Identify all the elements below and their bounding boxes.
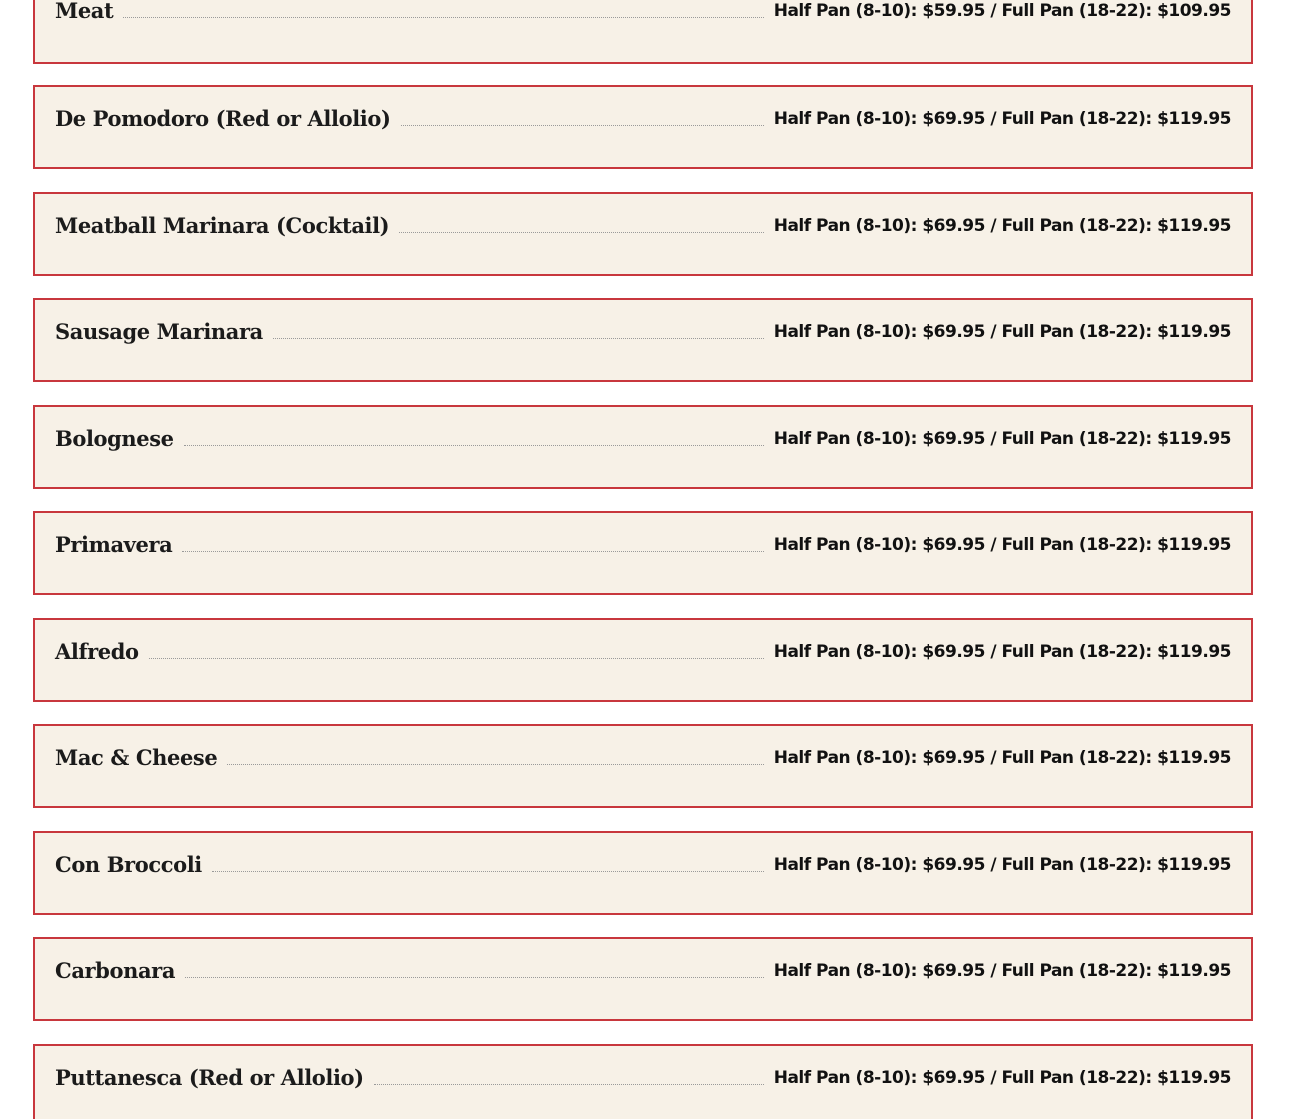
menu-item-name: Mac & Cheese xyxy=(55,745,218,770)
menu-item-row xyxy=(55,640,1231,664)
menu-item-puttanesca[interactable] xyxy=(33,1044,1253,1119)
menu-item-price: Half Pan (8-10): $69.95 / Full Pan (18-22): $119.95 xyxy=(773,1068,1231,1088)
menu-item-carbonara[interactable] xyxy=(33,937,1253,1021)
menu-item-mac-and-cheese[interactable] xyxy=(33,724,1253,808)
menu-item-price: Half Pan (8-10): $69.95 / Full Pan (18-22): $119.95 xyxy=(773,109,1231,129)
menu-item-name: Meatball Marinara (Cocktail) xyxy=(55,213,390,238)
menu-item-price: Half Pan (8-10): $69.95 / Full Pan (18-22): $119.95 xyxy=(773,216,1231,236)
menu-item-name: Primavera xyxy=(55,532,173,557)
menu-item-row xyxy=(55,853,1231,877)
dotted-leader xyxy=(184,444,764,446)
menu-item-meatball-marinara[interactable] xyxy=(33,192,1253,276)
menu-item-row xyxy=(55,107,1231,131)
menu-item-row xyxy=(55,320,1231,344)
menu-item-name: Bolognese xyxy=(55,426,174,451)
menu-item-row xyxy=(55,1066,1231,1090)
menu-item-name: Con Broccoli xyxy=(55,852,202,877)
menu-item-con-broccoli[interactable] xyxy=(33,831,1253,915)
menu-item-name: Meat xyxy=(55,0,114,23)
menu-item-price: Half Pan (8-10): $69.95 / Full Pan (18-22): $119.95 xyxy=(773,642,1231,662)
dotted-leader xyxy=(374,1083,764,1085)
menu-item-name: Alfredo xyxy=(55,639,139,664)
menu-item-row xyxy=(55,533,1231,557)
menu-item-price: Half Pan (8-10): $69.95 / Full Pan (18-22): $119.95 xyxy=(773,322,1231,342)
menu-item-row xyxy=(55,0,1231,23)
menu-item-price: Half Pan (8-10): $69.95 / Full Pan (18-22): $119.95 xyxy=(773,961,1231,981)
menu-item-name: Sausage Marinara xyxy=(55,319,263,344)
menu-item-sausage-marinara[interactable] xyxy=(33,298,1253,382)
menu-item-alfredo[interactable] xyxy=(33,618,1253,702)
menu-item-price: Half Pan (8-10): $69.95 / Full Pan (18-22): $119.95 xyxy=(773,855,1231,875)
menu-item-name: De Pomodoro (Red or Allolio) xyxy=(55,106,391,131)
dotted-leader xyxy=(182,550,763,552)
dotted-leader xyxy=(212,870,764,872)
menu-item-row xyxy=(55,427,1231,451)
menu-item-price: Half Pan (8-10): $69.95 / Full Pan (18-22): $119.95 xyxy=(773,748,1231,768)
menu-item-name: Puttanesca (Red or Allolio) xyxy=(55,1065,364,1090)
dotted-leader xyxy=(401,124,764,126)
menu-item-price: Half Pan (8-10): $69.95 / Full Pan (18-22): $119.95 xyxy=(773,429,1231,449)
dotted-leader xyxy=(149,657,764,659)
menu-item-primavera[interactable] xyxy=(33,511,1253,595)
menu-item-de-pomodoro[interactable] xyxy=(33,85,1253,169)
menu-item-row xyxy=(55,214,1231,238)
dotted-leader xyxy=(399,231,764,233)
dotted-leader xyxy=(227,763,763,765)
menu-item-name: Carbonara xyxy=(55,958,176,983)
dotted-leader xyxy=(123,16,763,18)
menu-item-price: Half Pan (8-10): $59.95 / Full Pan (18-22): $109.95 xyxy=(773,1,1231,21)
dotted-leader xyxy=(273,337,764,339)
menu-item-bolognese[interactable] xyxy=(33,405,1253,489)
dotted-leader xyxy=(185,976,764,978)
menu-item-row xyxy=(55,959,1231,983)
menu-item-meat[interactable] xyxy=(33,0,1253,64)
menu-item-row xyxy=(55,746,1231,770)
menu-item-price: Half Pan (8-10): $69.95 / Full Pan (18-22): $119.95 xyxy=(773,535,1231,555)
